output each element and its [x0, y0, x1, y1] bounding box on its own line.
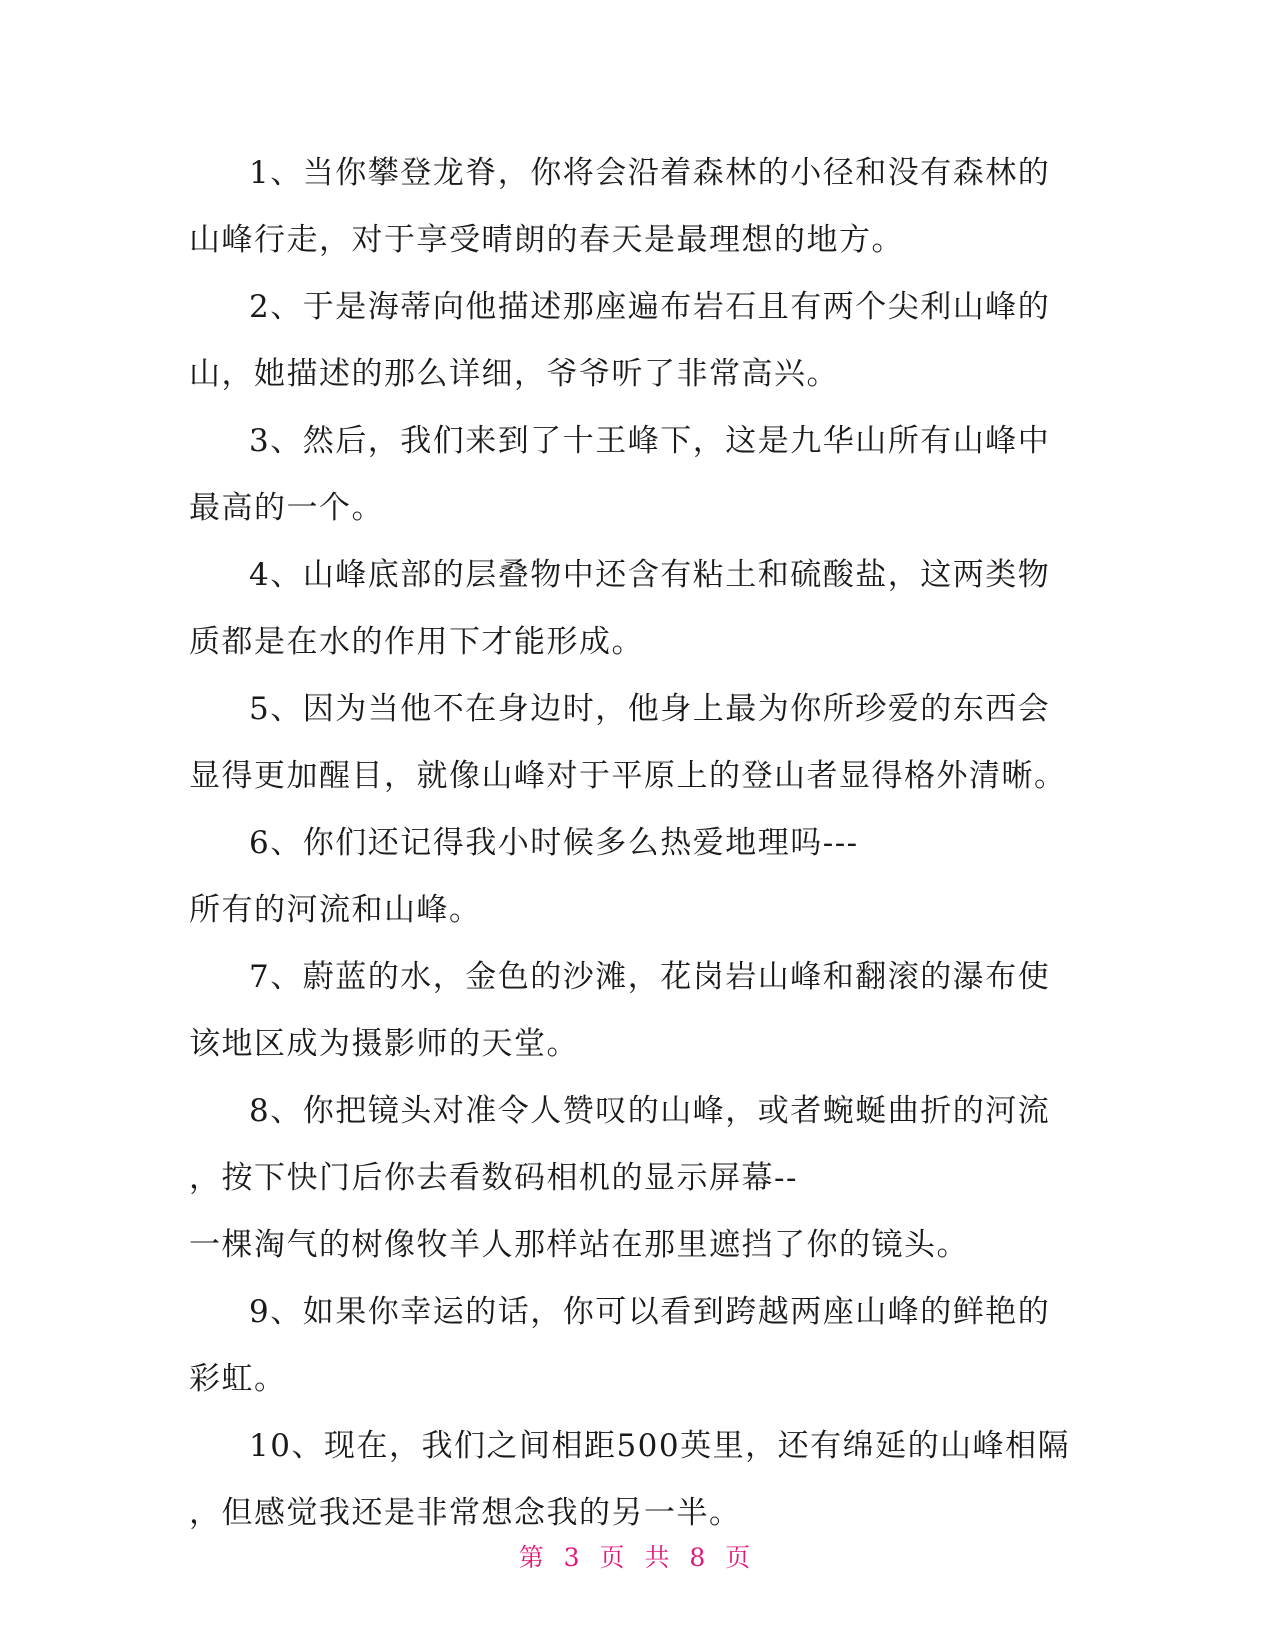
paragraph-line: 10、现在，我们之间相距500英里，还有绵延的山峰相隔 — [249, 1428, 1071, 1464]
paragraph-8 — [189, 1078, 1069, 1279]
paragraph-line: 1、当你攀登龙脊，你将会沿着森林的小径和没有森林的 — [249, 155, 1051, 191]
paragraph-line: 显得更加醒目，就像山峰对于平原上的登山者显得格外清晰。 — [189, 758, 1067, 794]
paragraph-1 — [189, 140, 1069, 274]
paragraph-line: 2、于是海蒂向他描述那座遍布岩石且有两个尖利山峰的 — [249, 289, 1051, 325]
paragraph-line: 8、你把镜头对准令人赞叹的山峰，或者蜿蜒曲折的河流 — [249, 1093, 1051, 1129]
paragraph-4 — [189, 542, 1069, 676]
paragraph-line: 5、因为当他不在身边时，他身上最为你所珍爱的东西会 — [249, 691, 1051, 727]
paragraph-line: 3、然后，我们来到了十王峰下，这是九华山所有山峰中 — [249, 423, 1051, 459]
document-body — [189, 140, 1069, 1547]
paragraph-line: 最高的一个。 — [189, 490, 384, 526]
paragraph-line: 9、如果你幸运的话，你可以看到跨越两座山峰的鲜艳的 — [249, 1294, 1051, 1330]
paragraph-line: 一棵淘气的树像牧羊人那样站在那里遮挡了你的镜头。 — [189, 1227, 969, 1263]
paragraph-2 — [189, 274, 1069, 408]
paragraph-line: 山峰行走，对于享受晴朗的春天是最理想的地方。 — [189, 222, 904, 258]
paragraph-line: 6、你们还记得我小时候多么热爱地理吗--- — [249, 825, 859, 861]
paragraph-line: 7、蔚蓝的水，金色的沙滩，花岗岩山峰和翻滚的瀑布使 — [249, 959, 1051, 995]
paragraph-10 — [189, 1413, 1069, 1547]
page-number-footer: 第 3 页 共 8 页 — [518, 1543, 757, 1572]
paragraph-line: 彩虹。 — [189, 1361, 287, 1397]
paragraph-9 — [189, 1279, 1069, 1413]
paragraph-5 — [189, 676, 1069, 810]
paragraph-3 — [189, 408, 1069, 542]
paragraph-line: 山，她描述的那么详细，爷爷听了非常高兴。 — [189, 356, 839, 392]
paragraph-line: ，但感觉我还是非常想念我的另一半。 — [189, 1495, 742, 1531]
paragraph-line: 4、山峰底部的层叠物中还含有粘土和硫酸盐，这两类物 — [249, 557, 1051, 593]
paragraph-line: ，按下快门后你去看数码相机的显示屏幕-- — [189, 1160, 798, 1196]
paragraph-line: 该地区成为摄影师的天堂。 — [189, 1026, 579, 1062]
paragraph-6 — [189, 810, 1069, 944]
paragraph-line: 所有的河流和山峰。 — [189, 892, 482, 928]
paragraph-line: 质都是在水的作用下才能形成。 — [189, 624, 644, 660]
paragraph-7 — [189, 944, 1069, 1078]
